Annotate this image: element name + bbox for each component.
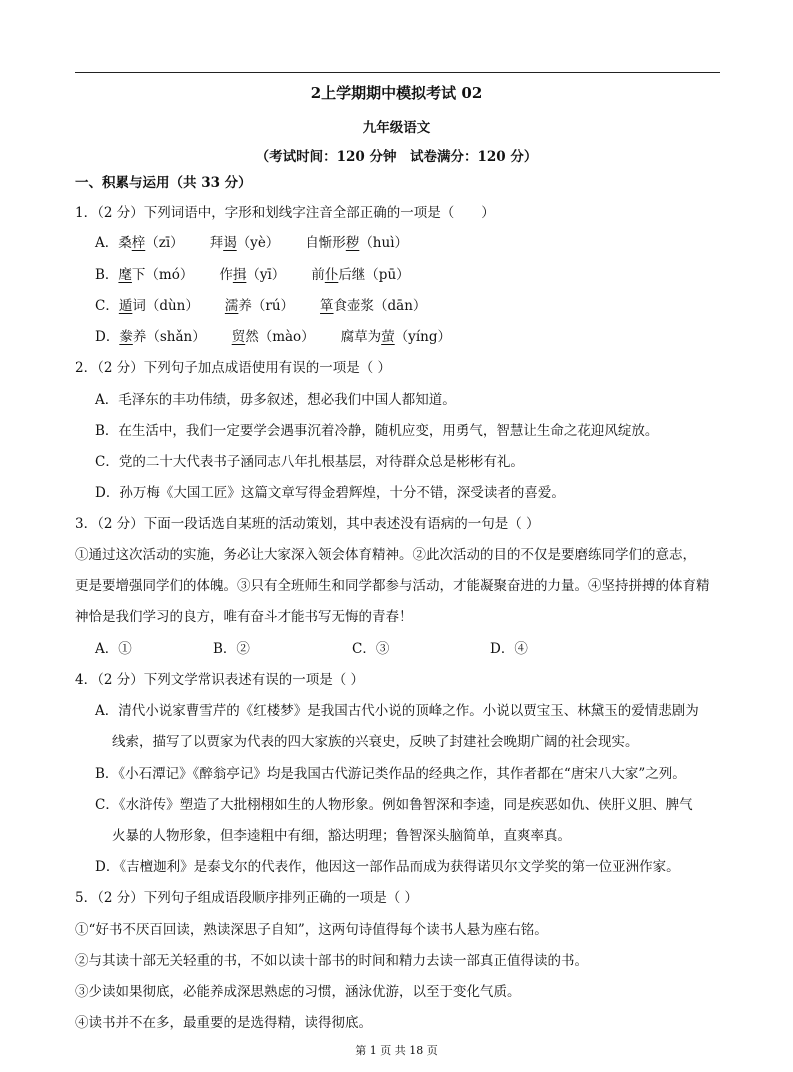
q2-option-a: A．毛泽东的丰功伟绩，毋多叙述，想必我们中国人都知道。 — [95, 392, 456, 408]
q1-option-d: D．豢养（shǎn） 贸然（mào） 腐草为萤（yíng） — [95, 329, 451, 345]
q3-stem: 3．（2 分）下面一段话选自某班的活动策划，其中表述没有语病的一句是（ ） — [75, 516, 540, 532]
q1-option-c: C．遁词（dùn） 濡养（rú） 箪食壶浆（dān） — [95, 298, 427, 314]
q1-option-b: B．麾下（mó） 作揖（yī） 前仆后继（pū） — [95, 267, 410, 283]
exam-info: （考试时间：120 分钟 试卷满分：120 分） — [255, 149, 538, 165]
q1-option-a: A．桑梓（zī） 拜谒（yè） 自惭形秽（huì） — [95, 235, 409, 251]
q5-stem: 5．（2 分）下列句子组成语段顺序排列正确的一项是（ ） — [75, 890, 419, 906]
q2-stem: 2．（2 分）下列句子加点成语使用有误的一项是（ ） — [75, 360, 392, 376]
q4-option-b: B．《小石潭记》《醉翁亭记》均是我国古代游记类作品的经典之作，其作者都在“唐宋八大家”之列。 — [95, 766, 686, 782]
q5-sentence-3: ③少读如果彻底，必能养成深思熟虑的习惯，涵泳优游，以至于变化气质。 — [75, 984, 521, 1000]
q4-option-c-cont: 火暴的人物形象，但李逵粗中有细，豁达明理；鲁智深头脑简单，直爽率真。 — [112, 828, 571, 844]
q3-passage-line-1: ①通过这次活动的实施，务必让大家深入领会体育精神。②此次活动的目的不仅是要磨练同学们的意志， — [75, 547, 696, 563]
q3-passage-line-3: 神恰是我们学习的良方，唯有奋斗才能书写无悔的青春！ — [75, 609, 413, 625]
q4-stem: 4．（2 分）下列文学常识表述有误的一项是（ ） — [75, 672, 365, 688]
q4-option-a-cont: 线索，描写了以贾家为代表的四大家族的兴衰史，反映了封建社会晚期广阔的社会现实。 — [112, 734, 639, 750]
q2-option-c: C．党的二十大代表书子涵同志八年扎根基层，对待群众总是彬彬有礼。 — [95, 454, 524, 470]
q2-option-d: D．孙万梅《大国工匠》这篇文章写得金碧辉煌，十分不错，深受读者的喜爱。 — [95, 485, 565, 501]
exam-title: 2上学期期中模拟考试 02 — [310, 84, 483, 102]
q3-option-c: C．③ — [352, 641, 390, 657]
q3-option-a: A．① — [95, 641, 132, 657]
page-footer: 第 1 页 共 18 页 — [355, 1044, 438, 1057]
q4-option-a: A．清代小说家曹雪芹的《红楼梦》是我国古代小说的顶峰之作。小说以贾宝玉、林黛玉的爱情悲剧为 — [95, 703, 699, 719]
q2-option-b: B．在生活中，我们一定要学会遇事沉着冷静，随机应变，用勇气，智慧让生命之花迎风绽放。 — [95, 423, 659, 439]
exam-subtitle: 九年级语文 — [362, 120, 431, 136]
section-heading: 一、积累与运用（共 33 分） — [75, 175, 252, 191]
q4-option-c: C．《水浒传》塑造了大批栩栩如生的人物形象。例如鲁智深和李逵，同是疾恶如仇、侠肝义胆、脾气 — [95, 797, 693, 813]
q5-sentence-1: ①“好书不厌百回读，熟读深思子自知”，这两句诗值得每个读书人悬为座右铭。 — [75, 922, 548, 938]
q3-passage-line-2: 更是要增强同学们的体魄。③只有全班师生和同学都参与活动，才能凝聚奋进的力量。④坚持拼搏的体育精 — [75, 578, 710, 594]
q1-stem: 1．（2 分）下列词语中，字形和划线字注音全部正确的一项是（ ） — [75, 205, 495, 221]
q3-option-d: D．④ — [490, 641, 528, 657]
header-rule — [75, 72, 720, 73]
q4-option-d: D．《吉檀迦利》是泰戈尔的代表作，他因这一部作品而成为获得诺贝尔文学奖的第一位亚洲作家。 — [95, 859, 680, 875]
q5-sentence-2: ②与其读十部无关轻重的书，不如以读十部书的时间和精力去读一部真正值得读的书。 — [75, 953, 588, 969]
q5-sentence-4: ④读书并不在多，最重要的是选得精，读得彻底。 — [75, 1015, 372, 1031]
q3-option-b: B．② — [213, 641, 250, 657]
